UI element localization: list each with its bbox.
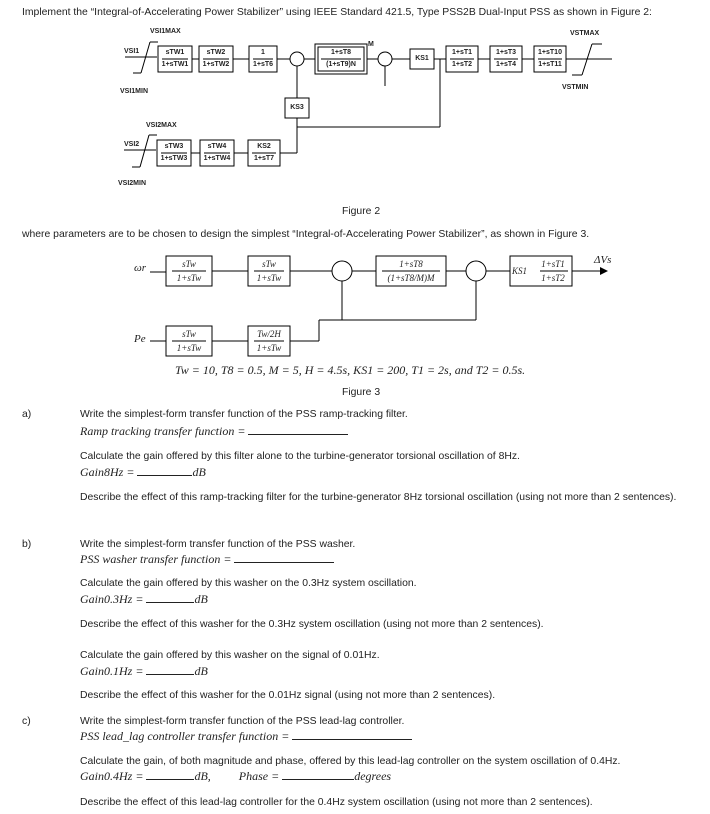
figure-3-caption: Figure 3 bbox=[342, 387, 381, 398]
fig3-w1-num: sTw bbox=[182, 259, 196, 269]
part-b-q1: Write the simplest-form transfer function of the PSS washer. bbox=[80, 539, 356, 550]
fig3-w2-num: sTw bbox=[262, 259, 276, 269]
part-a-letter: a) bbox=[22, 409, 32, 420]
part-c-q2: Calculate the gain, of both magnitude and phase, offered by this lead-lag controller on the system oscillation of 0.4Hz. bbox=[80, 756, 621, 767]
fig2-r2b0-num: sTW3 bbox=[164, 143, 184, 150]
fig2-b3-den: (1+sT9)N bbox=[326, 61, 356, 68]
fig2-vsi2min: VSI2MIN bbox=[118, 180, 147, 187]
part-a-answer-1: Ramp tracking transfer function = bbox=[80, 424, 348, 438]
fig2-r2b2-den: 1+sT7 bbox=[253, 155, 275, 162]
fig2-r2b0-den: 1+sTW3 bbox=[160, 155, 188, 162]
part-c-answer-1: PSS lead_lag controller transfer function = bbox=[80, 729, 412, 743]
fig3-lead-num: 1+sT1 bbox=[541, 259, 565, 269]
fig2-vstmin: VSTMIN bbox=[562, 84, 589, 91]
answer-blank[interactable] bbox=[146, 664, 194, 675]
part-a-q2: Calculate the gain offered by this filter alone to the turbine-generator torsional oscillation of 8Hz. bbox=[80, 451, 520, 462]
fig2-b3-num: 1+sT8 bbox=[330, 49, 352, 56]
intro-text: Implement the “Integral-of-Accelerating Power Stabilizer” using IEEE Standard 421.5, Type PSS2B Dual-Input PSS as shown in Figure 2: bbox=[22, 7, 652, 18]
fig2-b0-num: sTW1 bbox=[165, 49, 185, 56]
answer-blank[interactable] bbox=[234, 552, 334, 563]
fig2-vstmax: VSTMAX bbox=[570, 30, 600, 37]
fig2-exp-m: M bbox=[368, 41, 374, 48]
fig3-w2-den: 1+sTw bbox=[256, 273, 282, 283]
fig3-w3-den: 1+sTw bbox=[176, 343, 202, 353]
fig2-b5-num: 1+sT1 bbox=[451, 49, 473, 56]
fig2-vsi1: VSI1 bbox=[124, 48, 140, 55]
fig2-r2b1-num: sTW4 bbox=[207, 143, 227, 150]
fig3-w1-den: 1+sTw bbox=[176, 273, 202, 283]
part-b-letter: b) bbox=[22, 539, 32, 550]
fig3-output: ΔVs bbox=[594, 254, 612, 266]
answer-blank[interactable] bbox=[146, 769, 194, 780]
fig2-b2-num: 1 bbox=[261, 49, 265, 56]
fig3-ks1: KS1 bbox=[512, 266, 528, 276]
part-c-letter: c) bbox=[22, 716, 31, 727]
fig3-pe: Pe bbox=[134, 333, 146, 345]
part-b-q2: Calculate the gain offered by this washer on the 0.3Hz system oscillation. bbox=[80, 578, 417, 589]
answer-blank[interactable] bbox=[146, 592, 194, 603]
fig3-w3-num: sTw bbox=[182, 329, 196, 339]
part-c-q3: Describe the effect of this lead-lag controller for the 0.4Hz system oscillation (using not more than 2 sentences). bbox=[80, 797, 593, 808]
fig2-vsi2: VSI2 bbox=[124, 141, 140, 148]
fig3-tw2h-den: 1+sTw bbox=[256, 343, 282, 353]
fig3-sum-1 bbox=[332, 261, 352, 281]
fig3-sum-2 bbox=[466, 261, 486, 281]
fig3-params: Tw = 10, T8 = 0.5, M = 5, H = 4.5s, KS1 = 200, T1 = 2s, and T2 = 0.5s. bbox=[175, 363, 526, 377]
fig2-b6-num: 1+sT3 bbox=[495, 49, 517, 56]
figure-2-caption: Figure 2 bbox=[342, 206, 381, 217]
mid-text: where parameters are to be chosen to design the simplest “Integral-of-Accelerating Power Stabilizer”, as shown in Figure 3. bbox=[22, 229, 590, 240]
part-b-answer-3: Gain0.1Hz = dB bbox=[80, 664, 208, 678]
part-c-q1: Write the simplest-form transfer function of the PSS lead-lag controller. bbox=[80, 716, 405, 727]
part-b-q3: Describe the effect of this washer for the 0.3Hz system oscillation (using not more than 2 sentences). bbox=[80, 619, 544, 630]
fig2-b6-den: 1+sT4 bbox=[495, 61, 517, 68]
fig2-b1-den: 1+sTW2 bbox=[202, 61, 230, 68]
part-a-q1: Write the simplest-form transfer function of the PSS ramp-tracking filter. bbox=[80, 409, 408, 420]
fig3-ramp-den: (1+sT8/M)M bbox=[387, 273, 435, 283]
answer-blank[interactable] bbox=[137, 465, 192, 476]
answer-blank[interactable] bbox=[282, 769, 354, 780]
fig2-r2b1-den: 1+sTW4 bbox=[203, 155, 231, 162]
part-b-q5: Describe the effect of this washer for the 0.01Hz signal (using not more than 2 sentences). bbox=[80, 690, 496, 701]
part-b-answer-1: PSS washer transfer function = bbox=[80, 552, 334, 566]
part-b-q4: Calculate the gain offered by this washer on the signal of 0.01Hz. bbox=[80, 650, 380, 661]
fig2-b5-den: 1+sT2 bbox=[451, 61, 473, 68]
fig2-b4-num: KS1 bbox=[415, 55, 429, 62]
fig3-omega: ωr bbox=[134, 262, 147, 274]
fig2-b7-den: 1+sT11 bbox=[538, 61, 562, 68]
answer-blank[interactable] bbox=[248, 424, 348, 435]
fig3-lead-den: 1+sT2 bbox=[541, 273, 565, 283]
fig2-b7-num: 1+sT10 bbox=[538, 49, 562, 56]
answer-blank[interactable] bbox=[292, 729, 412, 740]
part-b-answer-2: Gain0.3Hz = dB bbox=[80, 592, 208, 606]
part-c-answer-2: Gain0.4Hz = dB, Phase = degrees bbox=[80, 769, 392, 783]
fig2-vsi2max: VSI2MAX bbox=[146, 122, 177, 129]
part-a-q3: Describe the effect of this ramp-tracking filter for the turbine-generator 8Hz torsional oscillation (using not more than 2 sentences). bbox=[80, 492, 677, 503]
fig2-ks3: KS3 bbox=[290, 104, 304, 111]
part-a-answer-2: Gain8Hz = dB bbox=[80, 465, 206, 479]
fig2-vsi1min: VSI1MIN bbox=[120, 88, 149, 95]
fig2-vsi1max: VSI1MAX bbox=[150, 28, 181, 35]
fig2-b1-num: sTW2 bbox=[206, 49, 226, 56]
fig2-r2b2-num: KS2 bbox=[257, 143, 271, 150]
fig3-ramp-num: 1+sT8 bbox=[399, 259, 423, 269]
fig2-b2-den: 1+sT6 bbox=[252, 61, 274, 68]
fig3-tw2h-num: Tw/2H bbox=[257, 329, 281, 339]
fig2-b0-den: 1+sTW1 bbox=[161, 61, 189, 68]
figure-3-diagram bbox=[0, 0, 710, 400]
